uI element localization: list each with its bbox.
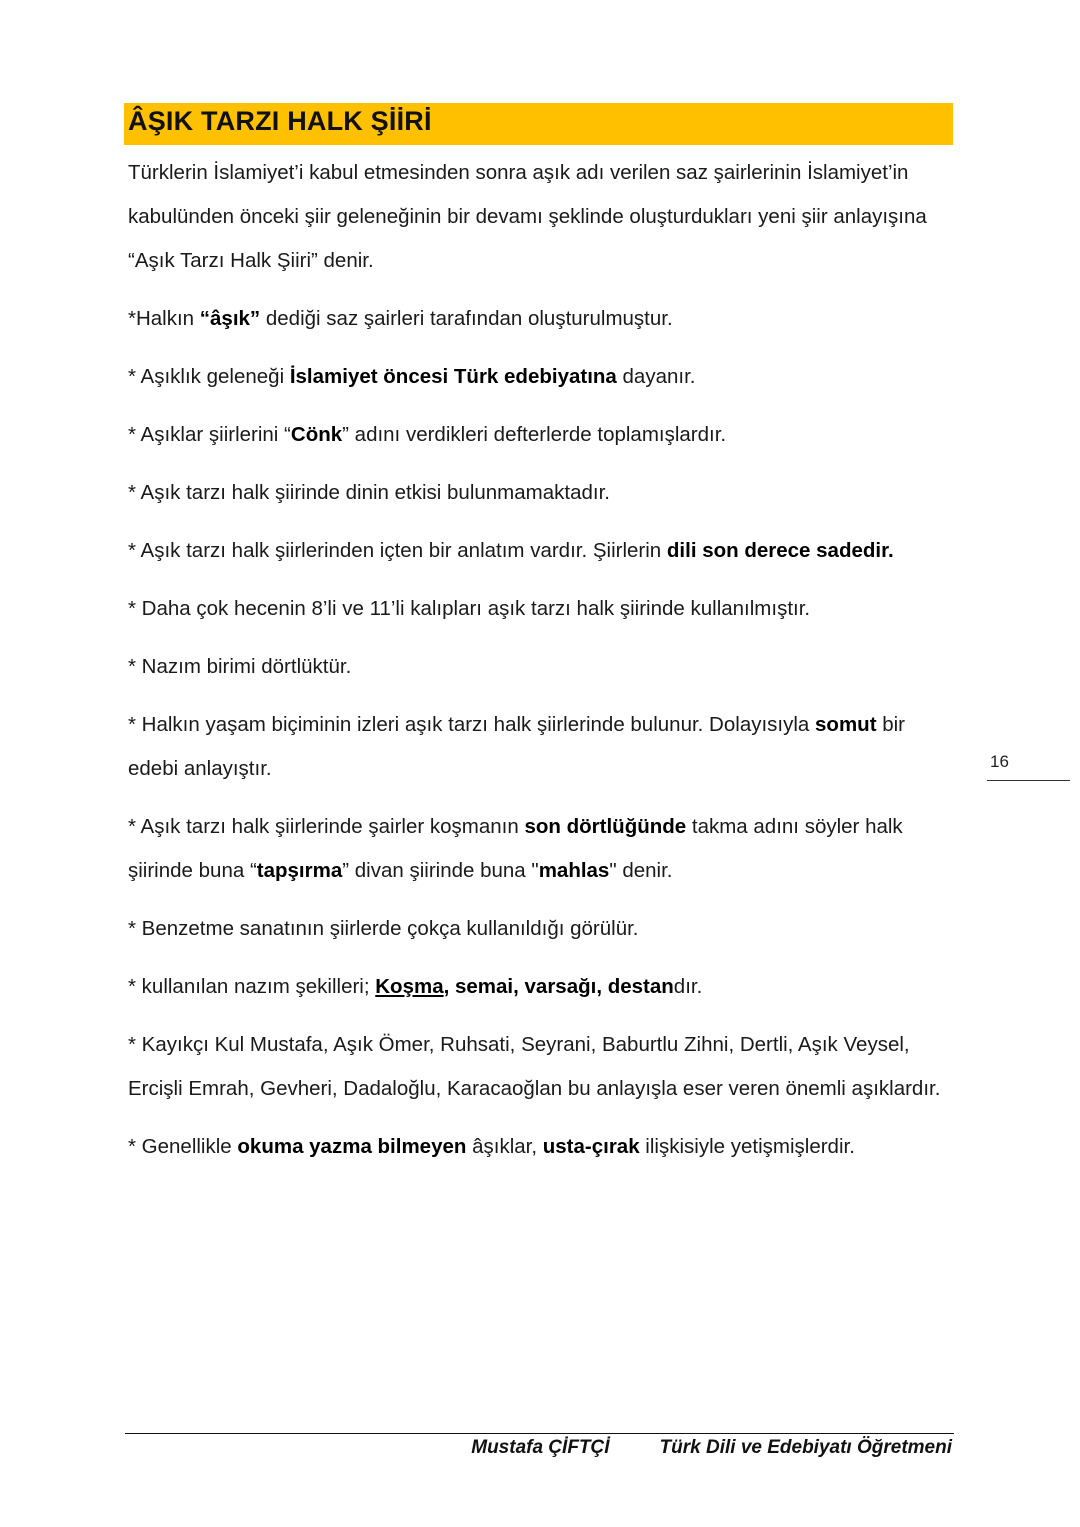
- content: [128, 151, 958, 1183]
- title-bar: [124, 103, 953, 145]
- list-item: * Aşık tarzı halk şiirlerinden içten bir anlatım vardır. Şiirlerin dili son derece sadedir.: [128, 539, 894, 562]
- page-number-rule: [987, 780, 1070, 781]
- footer-role: Türk Dili ve Edebiyatı Öğretmeni: [659, 1437, 952, 1458]
- list-item: * Kayıkçı Kul Mustafa, Aşık Ömer, Ruhsati, Seyrani, Baburtlu Zihni, Dertli, Aşık Veysel, Ercişli Emrah, Gevheri, Dadaloğlu, Karacaoğlan bu anlayışla eser veren önemli aşıklardır.: [128, 1033, 941, 1100]
- list-item: * Aşık tarzı halk şiirlerinde şairler koşmanın son dörtlüğünde takma adını söyler halk şiirinde buna “tapşırma” divan şiirinde buna "mahlas" denir.: [128, 815, 903, 882]
- intro-paragraph: Türklerin İslamiyet’i kabul etmesinden sonra aşık adı verilen saz şairlerinin İslamiyet’in kabulünden önceki şiir geleneğinin bir devamı şeklinde oluşturdukları yeni şiir anlayışına “Aşık Tarzı Halk Şiiri” denir.: [128, 161, 927, 272]
- list-item: * kullanılan nazım şekilleri; Koşma, semai, varsağı, destandır.: [128, 975, 703, 998]
- list-item: * Aşık tarzı halk şiirinde dinin etkisi bulunmamaktadır.: [128, 481, 610, 504]
- page-number: 16: [990, 752, 1009, 771]
- list-item: * Nazım birimi dörtlüktür.: [128, 655, 352, 678]
- list-item: *Halkın “âşık” dediği saz şairleri tarafından oluşturulmuştur.: [128, 307, 673, 330]
- list-item: * Genellikle okuma yazma bilmeyen âşıklar, usta-çırak ilişkisiyle yetişmişlerdir.: [128, 1135, 855, 1158]
- list-item: * Aşıklar şiirlerini “Cönk” adını verdikleri defterlerde toplamışlardır.: [128, 423, 727, 446]
- footer: [471, 1437, 952, 1459]
- footer-rule: [125, 1433, 954, 1434]
- footer-author: Mustafa ÇİFTÇİ: [471, 1437, 610, 1458]
- page-title: ÂŞIK TARZI HALK ŞİİRİ: [128, 106, 432, 136]
- list-item: * Benzetme sanatının şiirlerde çokça kullanıldığı görülür.: [128, 917, 639, 940]
- list-item: * Aşıklık geleneği İslamiyet öncesi Türk edebiyatına dayanır.: [128, 365, 696, 388]
- list-item: * Daha çok hecenin 8’li ve 11’li kalıpları aşık tarzı halk şiirinde kullanılmıştır.: [128, 597, 811, 620]
- list-item: * Halkın yaşam biçiminin izleri aşık tarzı halk şiirlerinde bulunur. Dolayısıyla somut bir edebi anlayıştır.: [128, 713, 905, 780]
